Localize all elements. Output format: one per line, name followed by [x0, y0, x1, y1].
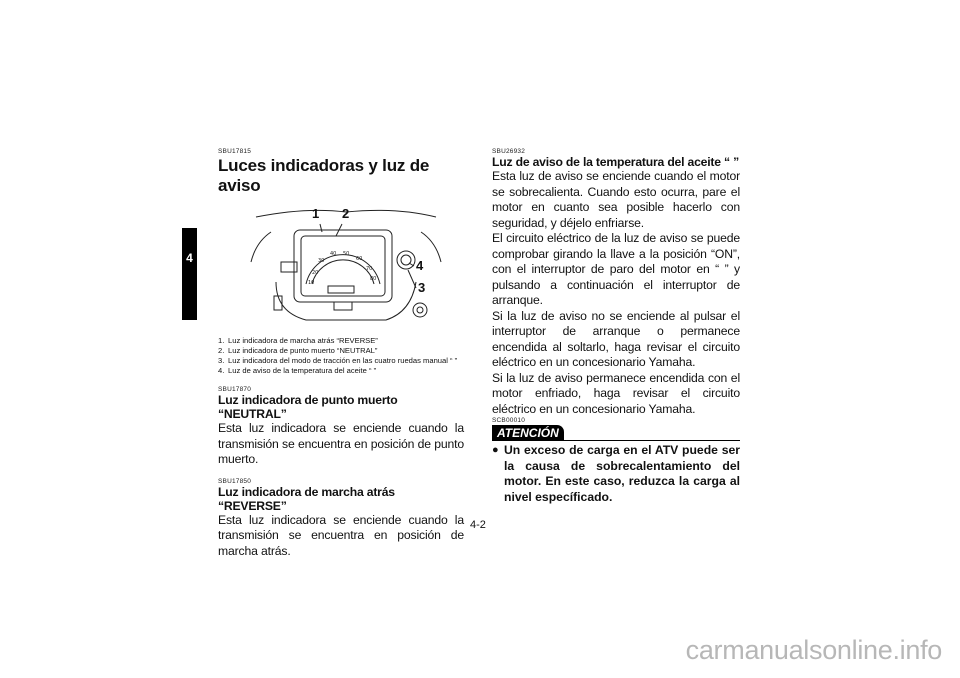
section-heading: Luz indicadora de marcha atrás “REVERSE” — [218, 484, 395, 513]
svg-text:70: 70 — [366, 266, 373, 272]
chapter-tab — [182, 228, 197, 320]
figure-legend — [218, 336, 464, 376]
callout-3: 3 — [418, 280, 426, 295]
page-number: 4-2 — [470, 519, 486, 531]
callout-2: 2 — [342, 206, 350, 221]
section-body: Esta luz indicadora se enciende cuando la transmisión se encuentra en posición de punto muerto. — [218, 421, 464, 466]
svg-text:30: 30 — [318, 258, 325, 264]
caution-header — [492, 425, 740, 441]
caution-code: SCB00010 — [492, 417, 526, 424]
oil-temp-p3: Si la luz de aviso no se enciende al pulsar el interruptor de arranque o permanece encendida al soltarlo, haga revisar el circuito eléctrico en un concesionario Yamaha. — [492, 308, 740, 369]
section-code: SBU26932 — [492, 148, 526, 155]
section-code: SBU17850 — [218, 477, 252, 485]
svg-text:20: 20 — [312, 270, 319, 276]
legend-item: 2. Luz indicadora de punto muerto “NEUTRAL” — [218, 346, 378, 355]
callout-4: 4 — [416, 258, 424, 273]
oil-temp-p4: Si la luz de aviso permanece encendida con el motor enfriado, haga revisar el circuito eléctrico en un concesionario Yamaha. — [492, 370, 740, 416]
legend-item: 3. Luz indicadora del modo de tracción en las cuatro ruedas manual “ ” — [218, 356, 458, 365]
caution-rule — [564, 440, 740, 441]
svg-text:80: 80 — [370, 276, 377, 282]
svg-text:10: 10 — [308, 280, 315, 286]
section-code: SBU17815 — [218, 148, 252, 155]
reverse-section — [218, 478, 464, 560]
oil-temp-heading: Luz de aviso de la temperatura del aceite “ ” — [492, 155, 740, 169]
section-body: Esta luz indicadora se enciende cuando la transmisión se encuentra en posición de marcha atrás. — [218, 512, 464, 558]
legend-item: 1. Luz indicadora de marcha atrás “REVERSE” — [218, 336, 378, 345]
chapter-number: 4 — [186, 251, 193, 265]
oil-temp-p2: El circuito eléctrico de la luz de aviso se puede comprobar girando la llave a la posición “ON”, con el interruptor de paro del motor en “ ” y pulsando a continuación el interruptor de arranque. — [492, 231, 740, 307]
neutral-section — [218, 386, 464, 468]
legend-item: 4. Luz de aviso de la temperatura del aceite “ ” — [218, 366, 377, 375]
right-column — [492, 148, 740, 505]
section-title: Luces indicadoras y luz de aviso — [218, 156, 430, 195]
callout-1: 1 — [312, 206, 320, 221]
caution-label: ATENCIÓN — [492, 425, 564, 441]
svg-text:50: 50 — [343, 251, 350, 257]
instrument-panel-figure — [246, 202, 446, 332]
watermark: carmanualsonline.info — [685, 635, 942, 665]
oil-temp-p1: Esta luz de aviso se enciende cuando el motor se sobrecalienta. Cuando esto ocurra, pare el motor en cuanto sea posible hacerlo con seguridad, y déjelo enfriarse. — [492, 169, 740, 230]
bullet-icon: ● — [492, 444, 499, 456]
caution-bullet: ● Un exceso de carga en el ATV puede ser la causa de sobrecalentamiento del motor. En este caso, reduzca la carga al nivel específicado. — [492, 443, 740, 504]
left-column — [218, 148, 464, 559]
section-code: SBU17870 — [218, 386, 252, 393]
section-heading: Luz indicadora de punto muerto “NEUTRAL” — [218, 393, 398, 421]
svg-text:60: 60 — [356, 256, 363, 262]
svg-text:40: 40 — [330, 251, 337, 257]
